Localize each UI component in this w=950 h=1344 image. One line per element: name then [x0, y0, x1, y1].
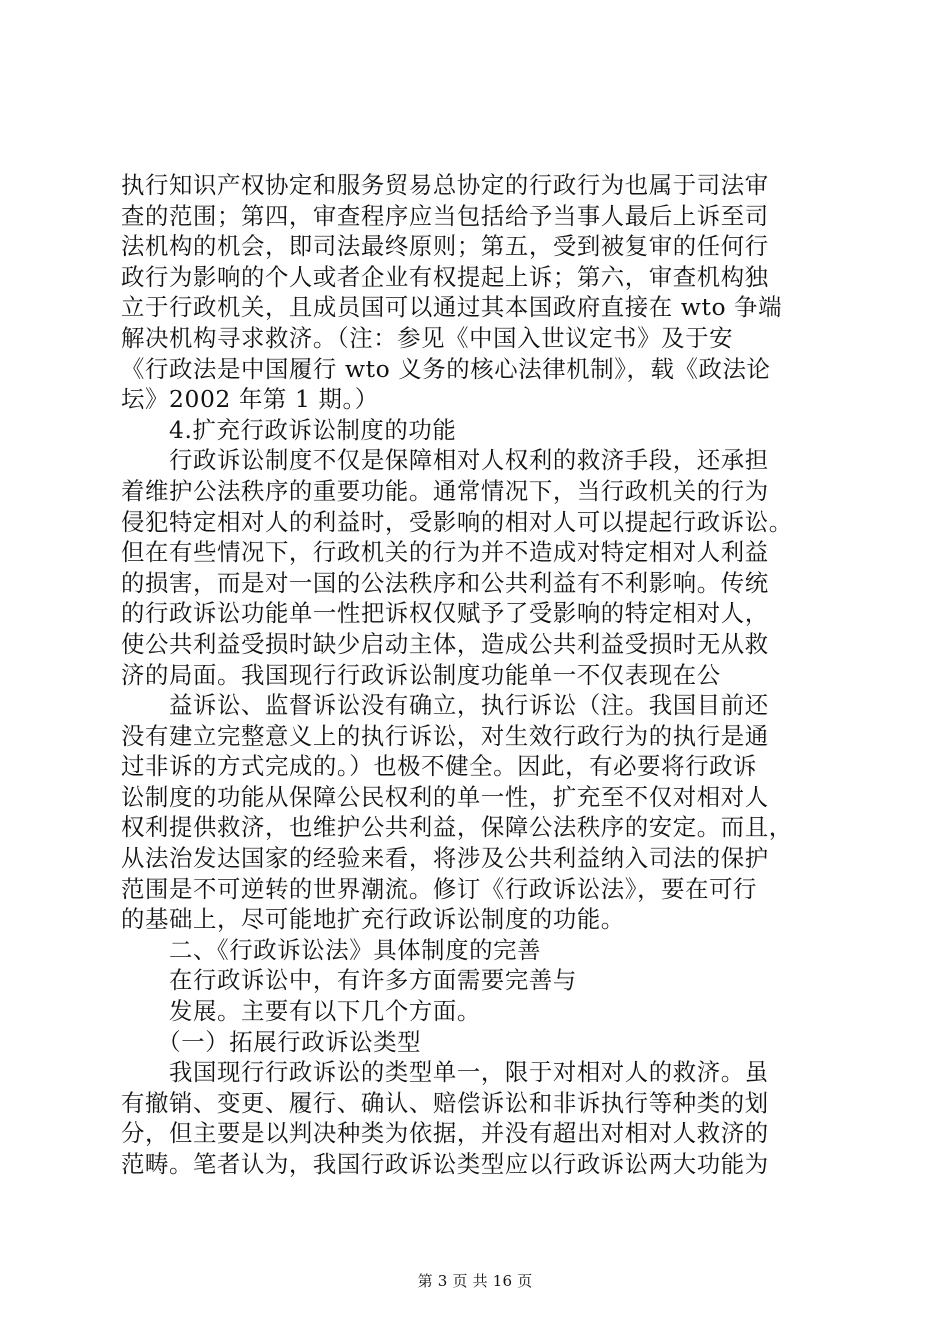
text-line: 没有建立完整意义上的执行诉讼，对生效行政行为的执行是通 [121, 721, 769, 750]
section-heading: 二、《行政诉讼法》具体制度的完善 [121, 935, 542, 964]
text-line: 立于行政机关，且成员国可以通过其本国政府直接在 wto 争端 [121, 293, 783, 322]
section-heading: （一）拓展行政诉讼类型 [121, 1027, 422, 1056]
section-heading: 4.扩充行政诉讼制度的功能 [121, 415, 457, 444]
text-line: 权利提供救济，也维护公共利益，保障公法秩序的安定。而且， [121, 813, 793, 842]
text-line: 济的局面。我国现行行政诉讼制度功能单一不仅表现在公 [121, 660, 721, 689]
text-line: 有撤销、变更、履行、确认、赔偿诉讼和非诉执行等种类的划 [121, 1088, 769, 1117]
text-line: 政行为影响的个人或者企业有权提起上诉；第六，审查机构独 [121, 262, 769, 291]
text-line: 解决机构寻求救济。（注：参见《中国入世议定书》及于安 [121, 323, 734, 352]
text-line: 查的范围；第四，审查程序应当包括给予当事人最后上诉至司 [121, 201, 769, 230]
text-line: 过非诉的方式完成的。）也极不健全。因此，有必要将行政诉 [121, 752, 758, 781]
text-line: 着维护公法秩序的重要功能。通常情况下，当行政机关的行为 [121, 476, 769, 505]
text-line: 的行政诉讼功能单一性把诉权仅赋予了受影响的特定相对人， [121, 599, 769, 628]
text-line: 侵犯特定相对人的利益时，受影响的相对人可以提起行政诉讼。 [121, 507, 793, 536]
text-line: 讼制度的功能从保障公民权利的单一性，扩充至不仅对相对人 [121, 782, 769, 811]
text-line: 范围是不可逆转的世界潮流。修订《行政诉讼法》，要在可行 [121, 874, 758, 903]
text-line: 的损害，而是对一国的公法秩序和公共利益有不利影响。传统 [121, 568, 769, 597]
page-number-footer: 第 3 页 共 16 页 [417, 1272, 533, 1290]
body-text [121, 170, 837, 1180]
text-line: 《行政法是中国履行 wto 义务的核心法律机制》，载《政法论 [121, 354, 771, 383]
text-line: 行政诉讼制度不仅是保障相对人权利的救济手段，还承担 [121, 446, 769, 475]
text-line: 使公共利益受损时缺少启动主体，造成公共利益受损时无从救 [121, 629, 769, 658]
text-line: 从法治发达国家的经验来看，将涉及公共利益纳入司法的保护 [121, 844, 769, 873]
text-line: 的基础上，尽可能地扩充行政诉讼制度的功能。 [121, 905, 625, 934]
text-line: 法机构的机会，即司法最终原则；第五，受到被复审的任何行 [121, 232, 769, 261]
text-line: 我国现行行政诉讼的类型单一，限于对相对人的救济。虽 [121, 1058, 769, 1087]
text-line: 在行政诉讼中，有许多方面需要完善与 [121, 966, 577, 995]
text-line: 但在有些情况下，行政机关的行为并不造成对特定相对人利益 [121, 538, 769, 567]
text-line: 执行知识产权协定和服务贸易总协定的行政行为也属于司法审 [121, 171, 769, 199]
text-line: 坛》2002 年第 1 期。） [121, 385, 379, 414]
text-line: 范畴。笔者认为，我国行政诉讼类型应以行政诉讼两大功能为 [121, 1150, 769, 1178]
text-line: 分，但主要是以判决种类为依据，并没有超出对相对人救济的 [121, 1119, 769, 1148]
text-line: 发展。主要有以下几个方面。 [121, 997, 481, 1026]
text-line: 益诉讼、监督诉讼没有确立，执行诉讼（注。我国目前还 [121, 691, 769, 720]
